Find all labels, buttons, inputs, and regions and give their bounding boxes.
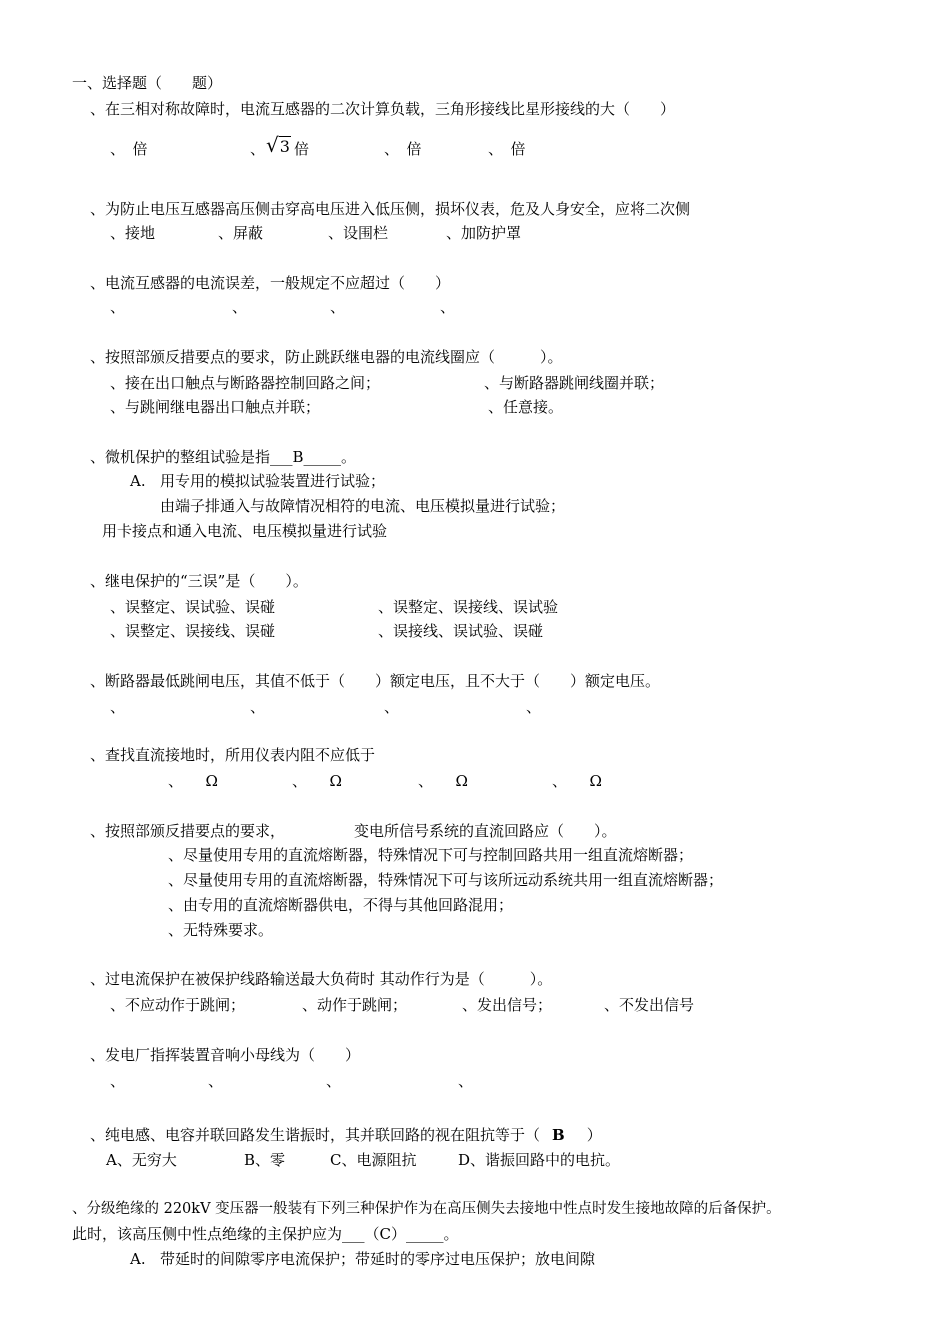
- question-9-option-a: 、尽量使用专用的直流熔断器，特殊情况下可与控制回路共用一组直流熔断器；: [168, 846, 694, 864]
- question-6-option-b: 、误整定、误接线、误试验: [378, 598, 559, 616]
- question-11-option-c: 、: [326, 1072, 342, 1090]
- question-2-option-a: 、接地: [110, 224, 156, 242]
- answer-blank: _____: [303, 448, 342, 466]
- question-4-stem: 、按照部颁反措要点的要求，防止跳跃继电器的电流线圈应（ ）。: [90, 348, 563, 366]
- question-6-option-d: 、误接线、误试验、误碰: [378, 622, 544, 640]
- answer-blank: ___: [342, 1225, 365, 1243]
- question-11-option-b: 、: [208, 1072, 224, 1090]
- question-1-option-d: 、 倍: [488, 140, 526, 158]
- question-2-option-b: 、屏蔽: [218, 224, 264, 242]
- question-7-option-c: 、: [384, 698, 400, 716]
- question-12-option-a: A、无穷大: [106, 1151, 177, 1169]
- question-9-stem-a: 、按照部颁反措要点的要求，: [90, 822, 286, 840]
- question-1-option-b-prefix: 、: [250, 140, 266, 158]
- question-13-option-a: 带延时的间隙零序电流保护；带延时的零序过电压保护；放电间隙: [160, 1250, 596, 1268]
- question-9-option-c: 、由专用的直流熔断器供电，不得与其他回路混用；: [168, 896, 514, 914]
- question-4-option-d: 、任意接。: [488, 398, 564, 416]
- question-3-option-b: 、: [232, 298, 248, 316]
- question-9-stem-b: 变电所信号系统的直流回路应（ ）。: [354, 822, 617, 840]
- question-8-option-a: 、 Ω: [168, 772, 218, 790]
- question-11-option-a: 、: [110, 1072, 126, 1090]
- question-12-option-d: D、谐振回路中的电抗。: [458, 1151, 621, 1169]
- question-10-option-b: 、动作于跳闸；: [302, 996, 408, 1014]
- question-4-option-b: 、与断路器跳闸线圈并联；: [484, 374, 665, 392]
- punctuation: 。: [341, 448, 357, 466]
- question-7-option-a: 、: [110, 698, 126, 716]
- question-1-stem: 、在三相对称故障时，电流互感器的二次计算负载，三角形接线比星形接线的大（ ）: [90, 100, 676, 118]
- question-6-stem: 、继电保护的“三误”是（ ）。: [90, 572, 308, 590]
- question-10-option-c: 、发出信号；: [462, 996, 553, 1014]
- question-1-option-b-suffix: 倍: [294, 140, 310, 158]
- question-2-option-d: 、加防护罩: [446, 224, 522, 242]
- punctuation: 。: [443, 1225, 459, 1243]
- question-10-stem: 、过电流保护在被保护线路输送最大负荷时 其动作行为是（ ）。: [90, 970, 553, 988]
- punctuation: ）: [586, 1126, 602, 1144]
- answer-value: B: [552, 1126, 565, 1144]
- question-1-option-c: 、 倍: [384, 140, 422, 158]
- question-10-option-d: 、不发出信号: [604, 996, 695, 1014]
- question-3-option-c: 、: [330, 298, 346, 316]
- question-5-stem: [90, 448, 356, 466]
- question-13-stem-line2: [72, 1225, 459, 1243]
- question-13-option-a-letter: A.: [130, 1250, 146, 1268]
- answer-blank: ___: [270, 448, 293, 466]
- question-11-stem: 、发电厂指挥装置音响小母线为（ ）: [90, 1046, 361, 1064]
- question-8-option-d: 、 Ω: [552, 772, 602, 790]
- question-8-stem: 、查找直流接地时，所用仪表内阻不应低于: [90, 746, 376, 764]
- question-2-stem: 、为防止电压互感器高压侧击穿高电压进入低压侧，损坏仪表，危及人身安全，应将二次侧: [90, 200, 691, 218]
- question-7-stem: 、断路器最低跳闸电压，其值不低于（ ）额定电压，且不大于（ ）额定电压。: [90, 672, 661, 690]
- question-5-option-a: 用专用的模拟试验装置进行试验；: [160, 472, 386, 490]
- question-2-option-c: 、设围栏: [328, 224, 389, 242]
- question-8-option-b: 、 Ω: [292, 772, 342, 790]
- answer-value: （C）: [364, 1225, 406, 1243]
- question-4-option-a: 、接在出口触点与断路器控制回路之间；: [110, 374, 381, 392]
- answer-value: B: [292, 448, 304, 466]
- question-13-stem-line1: 、分级绝缘的 220kV 变压器一般装有下列三种保护作为在高压侧失去接地中性点时发生接地故障的后备保护。: [72, 1201, 781, 1217]
- question-5-option-b: 由端子排通入与故障情况相符的电流、电压模拟量进行试验；: [160, 497, 566, 515]
- question-13-stem-text: 此时，该高压侧中性点绝缘的主保护应为: [72, 1225, 343, 1243]
- question-8-option-c: 、 Ω: [418, 772, 468, 790]
- question-12-stem-text: 、纯电感、电容并联回路发生谐振时，其并联回路的视在阻抗等于（: [90, 1126, 541, 1144]
- question-3-option-a: 、: [110, 298, 126, 316]
- question-3-stem: 、电流互感器的电流误差，一般规定不应超过（ ）: [90, 274, 451, 292]
- sqrt-symbol: √3: [266, 133, 290, 157]
- question-7-option-b: 、: [250, 698, 266, 716]
- question-12-option-b: B、零: [244, 1151, 286, 1169]
- question-9-option-b: 、尽量使用专用的直流熔断器，特殊情况下可与该所远动系统共用一组直流熔断器；: [168, 871, 724, 889]
- question-11-option-d: 、: [458, 1072, 474, 1090]
- question-10-option-a: 、不应动作于跳闸；: [110, 996, 246, 1014]
- question-4-option-c: 、与跳闸继电器出口触点并联；: [110, 398, 321, 416]
- question-1-option-a: 、 倍: [110, 140, 148, 158]
- question-12-option-c: C、电源阻抗: [330, 1151, 417, 1169]
- section-heading: 一、选择题（ 题）: [72, 74, 223, 92]
- question-12-stem: [90, 1126, 602, 1144]
- question-7-option-d: 、: [526, 698, 542, 716]
- question-5-stem-text: 、微机保护的整组试验是指: [90, 448, 271, 466]
- question-6-option-c: 、误整定、误接线、误碰: [110, 622, 276, 640]
- question-9-option-d: 、无特殊要求。: [168, 921, 274, 939]
- sqrt-value: 3: [279, 137, 290, 156]
- question-3-option-d: 、: [440, 298, 456, 316]
- question-5-option-c: 用卡接点和通入电流、电压模拟量进行试验: [102, 522, 388, 540]
- question-5-option-a-letter: A.: [130, 472, 146, 490]
- answer-blank: _____: [406, 1225, 444, 1243]
- question-6-option-a: 、误整定、误试验、误碰: [110, 598, 276, 616]
